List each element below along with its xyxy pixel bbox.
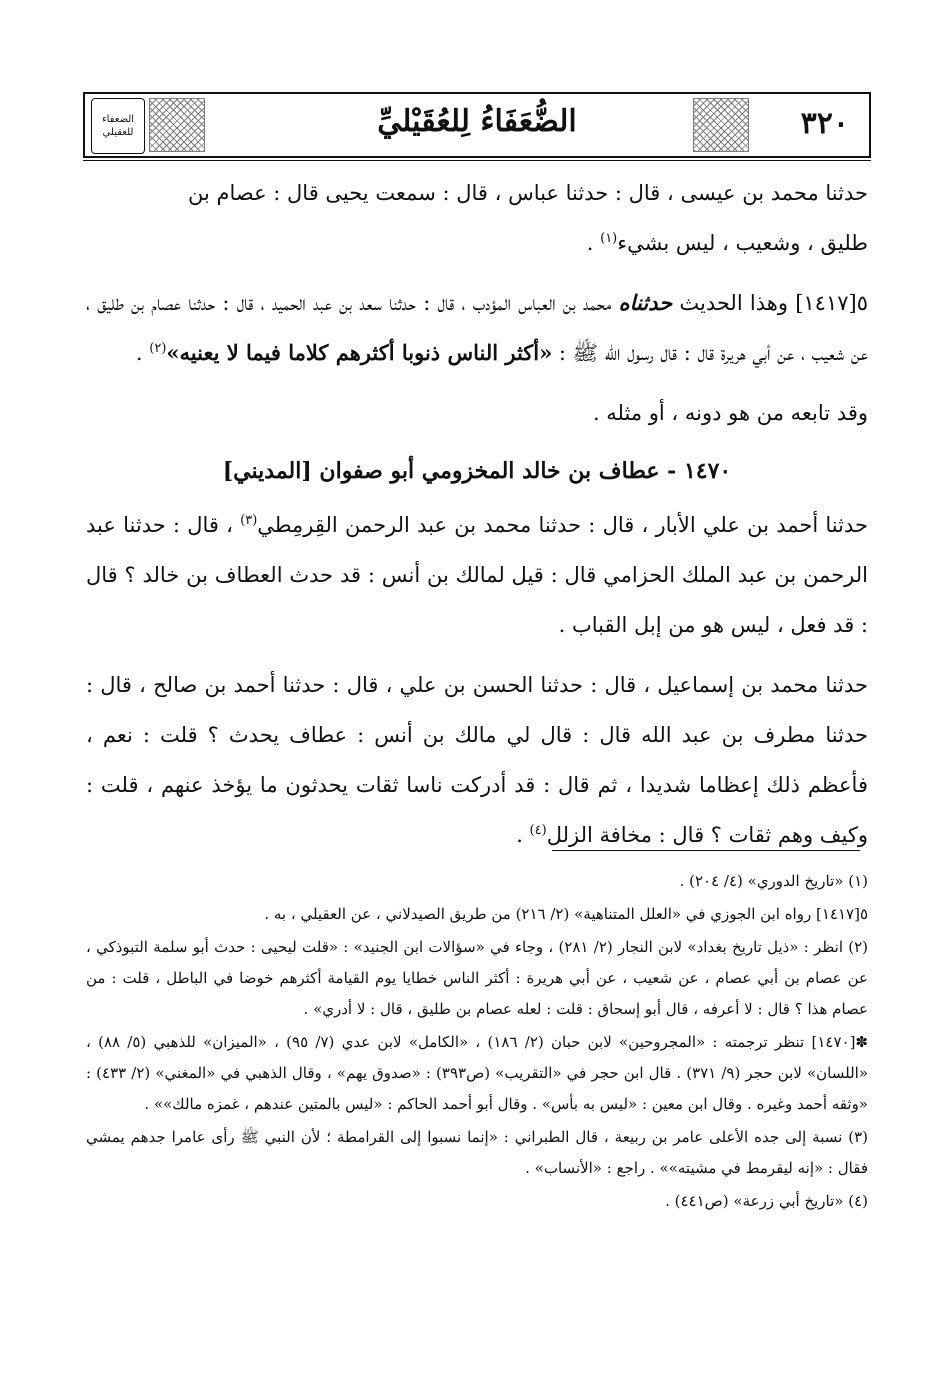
seal-line-1: الضعفاء [101,114,135,125]
paragraph-5 [86,660,868,860]
header-rule [83,160,871,161]
main-text [86,168,868,870]
footnote-ref-2: (٢) [149,341,167,356]
p2-text-a: وهذا الحديث [672,291,788,315]
book-title: الضُّعَفَاءُ لِلعُقَيْليِّ [377,104,577,139]
footnote-1: (١) «تاريخ الدوري» (٤/ ٢٠٤) . [679,872,868,890]
footnote-3: (٣) نسبة إلى جده الأعلى عامر بن ربيعة ، قال الطبراني : «إنما نسبوا إلى القرامطة ؛ لأن النبي ﷺ رأى عامرا جدهم يمشي فقال : «إنه ليقرمط في مشيته»» . راجع : «الأنساب» . [86,1128,868,1177]
page-header [83,92,871,158]
p2-narrator: حدثناه [618,290,673,315]
p4-text-a: حدثنا أحمد بن علي الأبار ، قال : حدثنا محمد بن عبد الرحمن القِرمِطي [257,513,868,537]
footnote-1417: ٥[١٤١٧] رواه ابن الجوزي في «العلل المتناهية» (٢/ ٢١٦) من طريق الصيدلاني ، عن العقيلي ، به . [264,905,868,923]
p1-line2: طليق ، وشعيب ، ليس بشيء [617,231,868,255]
paragraph-2 [86,278,868,378]
footnote-ref-1: (١) [600,231,618,246]
p4-text-b: ، قال : حدثنا عبد الرحمن بن عبد الملك الحزامي قال : قيل لمالك بن أنس : قد حدث العطاف بن خالد ؟ قال : قد فعل ، ليس هو من إبل القباب . [86,513,868,637]
p2-text-b: محمد بن العباس المؤدب ، قال : حدثنا سعد بن عبد الحميد ، قال : حدثنا عصام بن طليق ، عن شعيب ، عن أبي هريرة قال : قال رسول الله ﷺ : [86,291,868,365]
entry-number-1417: ٥[١٤١٧] [787,291,868,315]
page-number: ٣٢٠ [800,106,849,141]
footnote-4: (٤) «تاريخ أبي زرعة» (ص٤٤١) . [665,1192,868,1210]
footnotes [86,866,868,1219]
footnote-2: (٢) انظر : «ذيل تاريخ بغداد» لابن النجار (٢/ ٢٨١) ، وجاء في «سؤالات ابن الجنيد» : «قلت ليحيى : حدث أبو سلمة التبوذكي ، عن عصام بن أبي عصام ، عن شعيب ، عن أبي هريرة : أكثر الناس خطايا يوم القيامة أكثرهم خوضا في الباطل ، قلت : من عصام هذا ؟ قال : لا أعرفه ، قال أبو إسحاق : قلت : لعله عصام بن طليق ، قال : لا أدري» . [86,938,869,1018]
hadith-text: «أكثر الناس ذنوبا أكثرهم كلاما فيما لا يعنيه» [166,340,553,365]
footnote-ref-4: (٤) [529,823,547,838]
section-heading-1470: ١٤٧٠ - عطاف بن خالد المخزومي أبو صفوان [المديني] [222,458,732,484]
paragraph-1 [86,168,868,268]
p1-line1: حدثنا محمد بن عيسى ، قال : حدثنا عباس ، قال : سمعت يحيى قال : عصام بن [187,181,868,205]
footnote-separator [552,850,860,851]
p5-text-a: حدثنا محمد بن إسماعيل ، قال : حدثنا الحسن بن علي ، قال : حدثنا أحمد بن صالح ، قال : حدثنا مطرف بن عبد الله قال : قال لي مالك بن أنس : عطاف يحدث ؟ قلت : نعم ، فأعظم ذلك إعظاما شديدا ، ثم قال : قد أدركت ناسا ثقات يحدثون ما يؤخذ عنهم ، قلت : وكيف وهم ثقات ؟ قال : مخافة الزلل [86,673,868,847]
seal-line-2: للعقيلي [102,127,134,138]
p5-end: . [516,823,530,847]
footnote-ref-3: (٣) [240,513,258,528]
book-seal-logo [91,98,145,154]
paragraph-4 [86,500,868,650]
p1-end: . [586,231,601,255]
footnote-1470: ✽[١٤٧٠] تنظر ترجمته : «المجروحين» لابن حبان (٢/ ١٨٦) ، «الكامل» لابن عدي (٧/ ٩٥) ، «الميزان» للذهبي (٥/ ٨٨) ، «اللسان» لابن حجر (٩/ ٣٧١) . قال ابن حجر في «التقريب» (ص٣٩٣) : «صدوق يهم» ، وقال الذهبي في «المغني» (٢/ ٤٣٣) : «وثقه أحمد وغيره . وقال ابن معين : «ليس به بأس» . وقال أبو أحمد الحاكم : «ليس بالمتين عندهم ، غمزه مالك»» . [86,1033,868,1113]
paragraph-3: وقد تابعه من هو دونه ، أو مثله . [592,401,868,425]
p2-end: . [135,341,150,365]
